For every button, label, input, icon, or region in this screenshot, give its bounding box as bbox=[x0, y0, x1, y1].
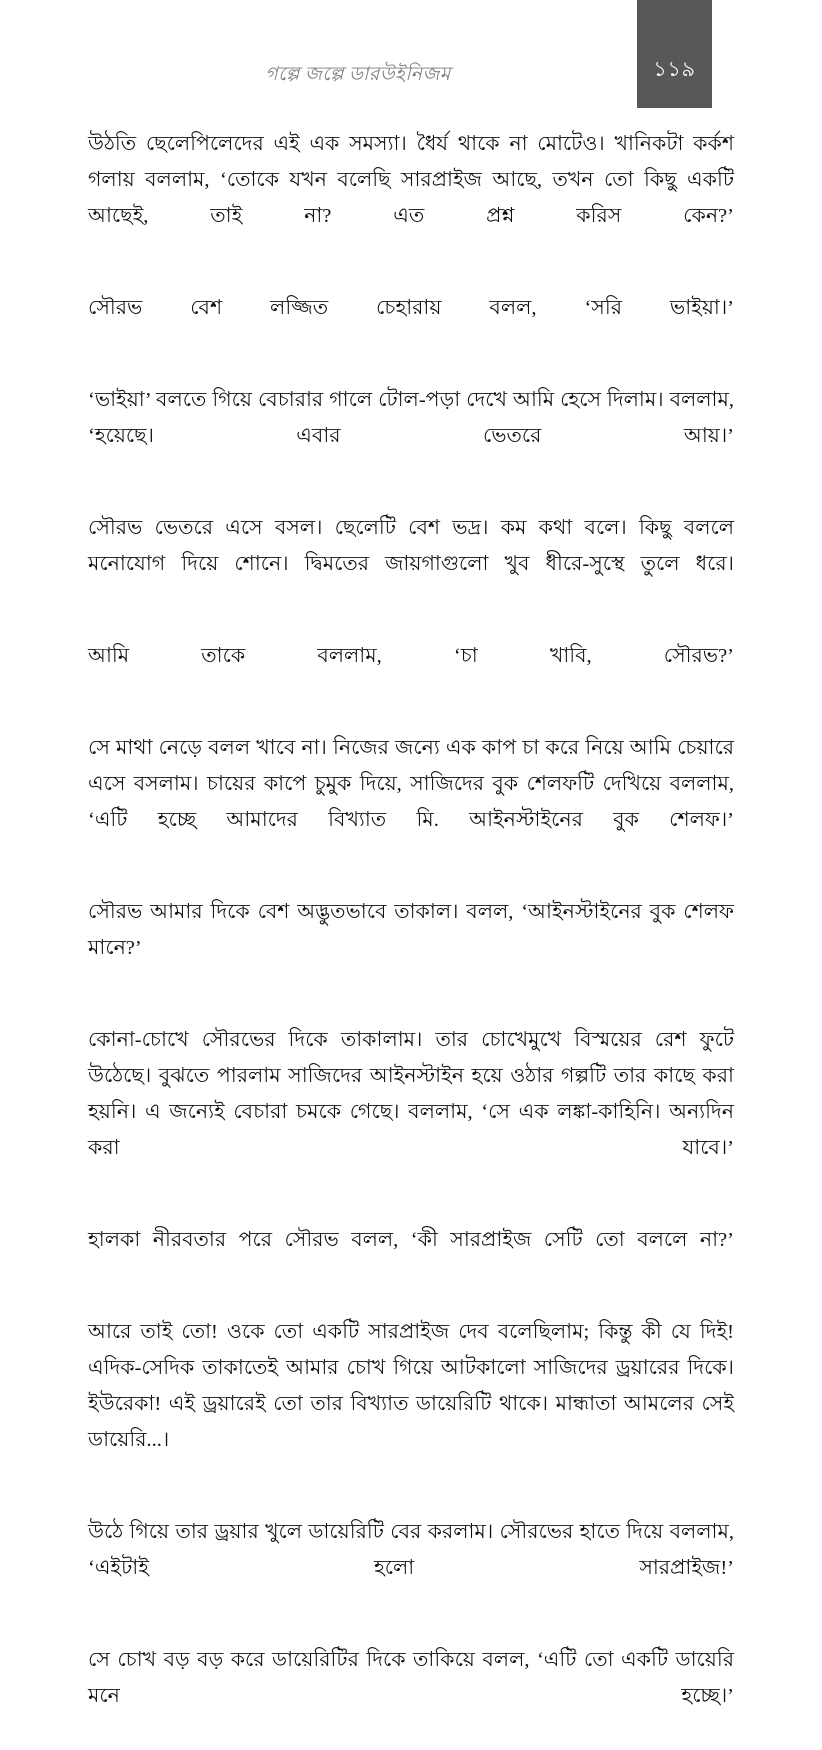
body-paragraph: কোনা-চোখে সৌরভের দিকে তাকালাম। তার চোখেমুখে বিস্ময়ের রেশ ফুটে উঠেছে। বুঝতে পারলাম সাজিদের আইনস্টাইন হয়ে ওঠার গল্পটি তার কাছে করা হয়নি। এ জন্যেই বেচারা চমকে গেছে। বললাম, ‘সে এক লঙ্কা-কাহিনি। অন্যদিন করা যাবে।’ bbox=[88, 1029, 734, 1159]
body-paragraph: হালকা নীরবতার পরে সৌরভ বলল, ‘কী সারপ্রাইজ সেটি তো বললে না?’ bbox=[88, 1229, 734, 1251]
body-paragraph: ‘ভাইয়া’ বলতে গিয়ে বেচারার গালে টোল-পড়া দেখে আমি হেসে দিলাম। বললাম, ‘হয়েছে। এবার ভেতরে আয়।’ bbox=[88, 389, 734, 447]
running-head-title: গল্পে জল্পে ডারউইনিজম bbox=[265, 64, 451, 85]
body-paragraph: উঠে গিয়ে তার ড্রয়ার খুলে ডায়েরিটি বের করলাম। সৌরভের হাতে দিয়ে বললাম, ‘এইটাই হলো সারপ্রাইজ!’ bbox=[88, 1521, 734, 1579]
body-paragraph: সৌরভ ভেতরে এসে বসল। ছেলেটি বেশ ভদ্র। কম কথা বলে। কিছু বললে মনোযোগ দিয়ে শোনে। দ্বিমতের জায়গাগুলো খুব ধীরে-সুস্থে তুলে ধরে। bbox=[88, 517, 734, 575]
body-paragraph: সৌরভ বেশ লজ্জিত চেহারায় বলল, ‘সরি ভাইয়া।’ bbox=[88, 297, 734, 319]
body-paragraph: সৌরভ আমার দিকে বেশ অদ্ভুতভাবে তাকাল। বলল, ‘আইনস্টাইনের বুক শেলফ মানে?’ bbox=[88, 901, 734, 959]
body-paragraph: সে মাথা নেড়ে বলল খাবে না। নিজের জন্যে এক কাপ চা করে নিয়ে আমি চেয়ারে এসে বসলাম। চায়ের কাপে চুমুক দিয়ে, সাজিদের বুক শেলফটি দেখিয়ে বললাম, ‘এটি হচ্ছে আমাদের বিখ্যাত মি. আইনস্টাইনের বুক শেলফ।’ bbox=[88, 737, 734, 831]
body-paragraph: উঠতি ছেলেপিলেদের এই এক সমস্যা। ধৈর্য থাকে না মোটেও। খানিকটা কর্কশ গলায় বললাম, ‘তোকে যখন বলেছি সারপ্রাইজ আছে, তখন তো কিছু একটি আছেই, তাই না? এত প্রশ্ন করিস কেন?’ bbox=[88, 133, 734, 227]
body-paragraph: আরে তাই তো! ওকে তো একটি সারপ্রাইজ দেব বলেছিলাম; কিন্তু কী যে দিই! এদিক-সেদিক তাকাতেই আমার চোখ গিয়ে আটকালো সাজিদের ড্রয়ারের দিকে। ইউরেকা! এই ড্রয়ারেই তো তার বিখ্যাত ডায়েরিটি থাকে। মান্ধাতা আমলের সেই ডায়েরি...। bbox=[88, 1321, 734, 1451]
body-paragraph: আমি তাকে বললাম, ‘চা খাবি, সৌরভ?’ bbox=[88, 645, 734, 667]
body-paragraph: সে চোখ বড় বড় করে ডায়েরিটির দিকে তাকিয়ে বলল, ‘এটি তো একটি ডায়েরি মনে হচ্ছে।’ bbox=[88, 1649, 734, 1707]
page-number-box bbox=[637, 0, 712, 108]
page-header bbox=[0, 0, 822, 110]
page-number: ১১৯ bbox=[653, 58, 696, 81]
body-text-column bbox=[88, 126, 734, 1750]
